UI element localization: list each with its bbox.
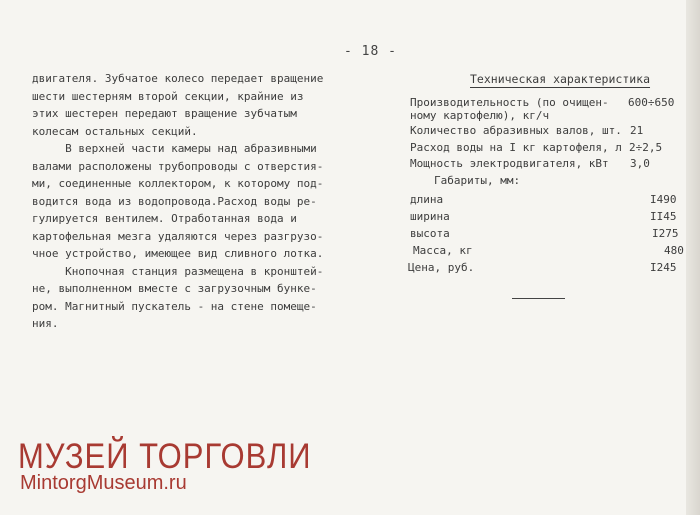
- spec-label-rollers: Количество абразивных валов, шт.: [410, 124, 622, 137]
- spec-value-power: 3,0: [630, 157, 650, 170]
- spec-label-length: длина: [410, 193, 444, 206]
- text-line: водится вода из водопровода.Расход воды ре-: [32, 194, 317, 208]
- text-line: В верхней части камеры над абразивными: [32, 142, 317, 155]
- spec-label-width: ширина: [410, 210, 450, 223]
- spec-label-mass: Масса, кг: [413, 244, 473, 257]
- text-line: колесам остальных секций.: [32, 124, 198, 138]
- text-line: двигателя. Зубчатое колесо передает вращение: [32, 72, 324, 85]
- spec-value-rollers: 21: [630, 124, 644, 137]
- page-edge: [686, 0, 700, 515]
- watermark-site: MintorgMuseum.ru: [20, 472, 187, 494]
- page-number: - 18 -: [344, 44, 397, 59]
- text-line: ния.: [32, 317, 59, 330]
- spec-label-productivity: Производительность (по очищен- ному картофелю), кг/ч: [410, 96, 609, 122]
- watermark-title: МУЗЕЙ ТОРГОВЛИ: [18, 436, 312, 477]
- text-line: картофельная мезга удаляются через разгрузо-: [32, 229, 324, 243]
- spec-value-productivity: 600÷650: [628, 96, 675, 109]
- spec-value-height: I275: [652, 227, 679, 240]
- text-line: гулируется вентилем. Отработанная вода и: [32, 212, 297, 225]
- spec-title: Техническая характеристика: [470, 72, 651, 86]
- spec-label-dimensions: Габариты, мм:: [434, 174, 521, 187]
- spec-value-mass: 480: [664, 244, 684, 257]
- body-text: [32, 70, 332, 333]
- end-rule: [512, 298, 565, 299]
- spec-value-price: I245: [650, 261, 677, 274]
- text-line: ром. Магнитный пускатель - на стене помеще-: [32, 299, 317, 313]
- text-line: шести шестерням второй секции, крайние из: [32, 89, 304, 103]
- text-line: валами расположены трубопроводы с отверстия-: [32, 159, 324, 173]
- spec-label-price: Цена, руб.: [408, 261, 475, 274]
- text-line: этих шестерен передают вращение зубчатым: [32, 107, 297, 120]
- spec-label-power: Мощность электродвигателя, кВт: [410, 157, 609, 170]
- text-line: чное устройство, имеющее вид сливного лотка.: [32, 247, 324, 260]
- spec-label-height: высота: [410, 227, 450, 240]
- spec-value-width: II45: [650, 210, 677, 223]
- spec-value-length: I490: [650, 193, 677, 206]
- spec-label-water: Расход воды на I кг картофеля, л: [410, 141, 622, 154]
- text-line: не, выполненном вместе с загрузочным бункe-: [32, 282, 317, 295]
- text-line: Кнопочная станция размещена в кронштей-: [32, 264, 324, 278]
- spec-value-water: 2÷2,5: [629, 141, 663, 154]
- text-line: ми, соединенные коллектором, к которому под-: [32, 177, 324, 190]
